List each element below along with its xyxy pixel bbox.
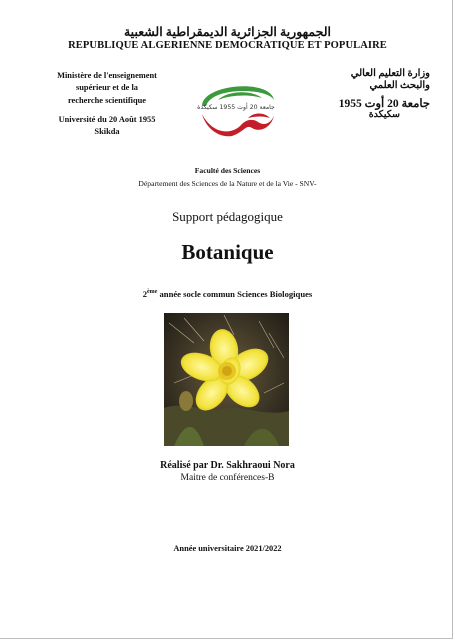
support-label: Support pédagogique (172, 209, 283, 224)
academic-year: Année universitaire 2021/2022 (173, 544, 282, 553)
ministry-block-ar (300, 68, 430, 122)
logo-text: جامعة 20 أوت 1955 سكيكدة (197, 104, 275, 111)
author-line: Réalisé par Dr. Sakhraoui Nora (160, 460, 295, 471)
ministry-line-2: supérieur et de la (76, 83, 138, 93)
level-number: 2 (142, 289, 148, 299)
french-republic-title: REPUBLIQUE ALGERIENNE DEMOCRATIQUE ET POPULAIRE (68, 40, 387, 51)
ministry-line-1: Ministère de l'enseignement (57, 71, 157, 80)
ministry-ar-line-2: والبحث العلمي (369, 79, 430, 91)
subject-title: Botanique (181, 240, 274, 264)
level-line (0, 289, 455, 299)
level-suffix: ème (147, 289, 158, 295)
faculty-name: Faculté des Sciences (194, 166, 261, 175)
city-ar: سكيكدة (368, 110, 400, 120)
department-name: Département des Sciences de la Nature et de la Vie - SNV- (138, 179, 317, 188)
flower-bud (179, 391, 193, 411)
cactus-flower-photo (164, 313, 289, 446)
level-text: année socle commun Sciences Biologiques (157, 289, 313, 299)
logo-green-swoosh (218, 92, 262, 100)
university-logo (188, 76, 284, 140)
ministry-ar-line-1: وزارة التعليم العالي (350, 68, 430, 79)
author-rank: Maitre de conférences-B (180, 473, 275, 483)
logo-red-accent (248, 114, 270, 119)
ministry-line-3: recherche scientifique (67, 95, 147, 105)
university-line-1: Université du 20 Août 1955 (58, 114, 156, 124)
ministry-block-fr (44, 70, 170, 138)
arabic-republic-title: الجمهورية الجزائرية الديمقراطية الشعبية (123, 25, 332, 39)
logo-red-wave (202, 114, 274, 136)
university-line-2: Skikda (94, 127, 120, 137)
university-ar: جامعة 20 أوت 1955 (338, 98, 430, 110)
